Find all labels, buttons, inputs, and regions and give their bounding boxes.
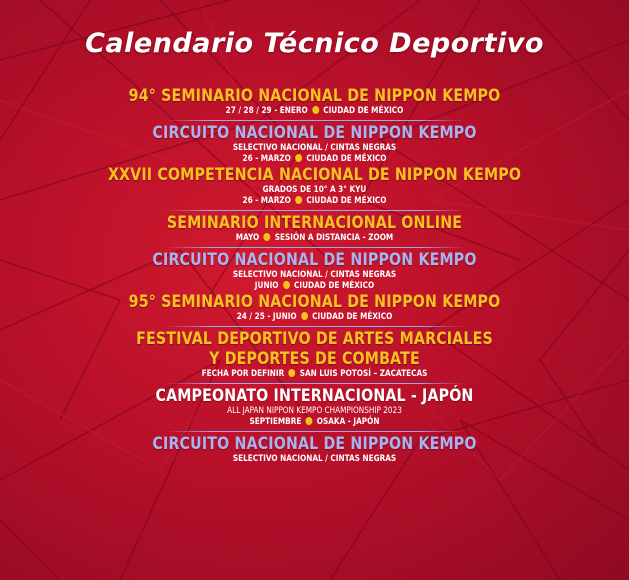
event-title: FESTIVAL DEPORTIVO DE ARTES MARCIALES	[136, 329, 493, 348]
event-info	[44, 281, 585, 292]
event-subtitle: GRADOS DE 10° A 3° KYU	[262, 185, 367, 195]
event-date: 24 / 25 - JUNIO	[236, 312, 297, 322]
event-separator	[165, 431, 465, 432]
event-item	[0, 86, 629, 121]
event-place: OSAKA - JAPÓN	[316, 417, 380, 427]
event-item	[0, 123, 629, 165]
event-title: CAMPEONATO INTERNACIONAL - JAPÓN	[155, 386, 474, 405]
event-title-line2: Y DEPORTES DE COMBATE	[209, 349, 420, 368]
event-title: 95° SEMINARIO NACIONAL DE NIPPON KEMPO	[128, 292, 501, 311]
event-info	[44, 196, 585, 207]
event-title: XXVII COMPETENCIA NACIONAL DE NIPPON KEMPO	[107, 165, 522, 184]
event-place: CIUDAD DE MÉXICO	[294, 281, 375, 291]
event-info	[44, 312, 585, 323]
event-date: 26 - MARZO	[242, 196, 291, 206]
event-separator	[165, 247, 465, 248]
event-item	[0, 434, 629, 465]
event-place: SAN LUIS POTOSÍ – ZACATECAS	[299, 369, 428, 379]
location-dot-icon	[283, 281, 290, 289]
event-date: FECHA POR DEFINIR	[201, 369, 285, 379]
location-dot-icon	[295, 154, 302, 162]
event-info	[44, 154, 585, 165]
event-date: 26 - MARZO	[242, 154, 291, 164]
event-subtitle: ALL JAPAN NIPPON KEMPO CHAMPIONSHIP 2023	[227, 406, 402, 416]
event-info	[44, 417, 585, 428]
event-item	[0, 165, 629, 211]
event-place: CIUDAD DE MÉXICO	[312, 312, 393, 322]
location-dot-icon	[264, 233, 271, 241]
events-list	[0, 86, 629, 465]
event-title: CIRCUITO NACIONAL DE NIPPON KEMPO	[152, 434, 477, 453]
event-place: SESIÓN A DISTANCIA - ZOOM	[274, 233, 394, 243]
event-info	[44, 369, 585, 380]
location-dot-icon	[295, 196, 302, 204]
event-place: CIUDAD DE MÉXICO	[323, 106, 404, 116]
event-separator	[165, 326, 465, 327]
event-separator	[165, 120, 465, 121]
event-item	[0, 250, 629, 292]
event-item	[0, 386, 629, 432]
location-dot-icon	[306, 417, 313, 425]
location-dot-icon	[301, 312, 308, 320]
event-place: CIUDAD DE MÉXICO	[306, 196, 387, 206]
event-date: 27 / 28 / 29 - ENERO	[225, 106, 308, 116]
event-info	[44, 233, 585, 244]
page-title: Calendario Técnico Deportivo	[85, 28, 544, 59]
event-date: SEPTIEMBRE	[249, 417, 302, 427]
event-subtitle: SELECTIVO NACIONAL / CINTAS NEGRAS	[232, 454, 397, 464]
event-item	[0, 213, 629, 248]
event-title: 94° SEMINARIO NACIONAL DE NIPPON KEMPO	[128, 86, 501, 105]
event-item	[0, 329, 629, 384]
event-title: CIRCUITO NACIONAL DE NIPPON KEMPO	[152, 250, 477, 269]
event-date: MAYO	[235, 233, 260, 243]
location-dot-icon	[312, 106, 319, 114]
event-info	[44, 106, 585, 117]
event-separator	[165, 210, 465, 211]
event-subtitle: SELECTIVO NACIONAL / CINTAS NEGRAS	[232, 143, 397, 153]
event-date: JUNIO	[254, 281, 279, 291]
event-item	[0, 292, 629, 327]
event-subtitle: SELECTIVO NACIONAL / CINTAS NEGRAS	[232, 270, 397, 280]
event-place: CIUDAD DE MÉXICO	[306, 154, 387, 164]
event-title: SEMINARIO INTERNACIONAL ONLINE	[166, 213, 463, 232]
event-title: CIRCUITO NACIONAL DE NIPPON KEMPO	[152, 123, 477, 142]
event-separator	[165, 383, 465, 384]
location-dot-icon	[289, 369, 296, 377]
